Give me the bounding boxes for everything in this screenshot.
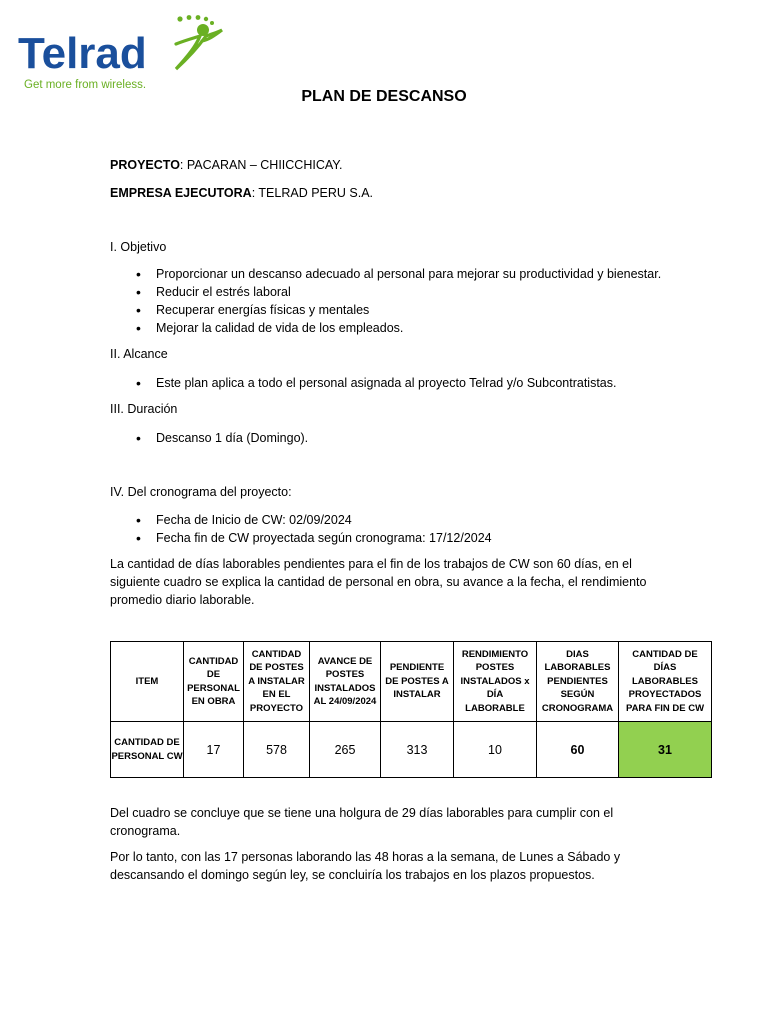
schedule-list [136, 511, 670, 547]
duration-list [136, 429, 670, 447]
document-body [110, 156, 670, 609]
logo-figure-icon [176, 15, 222, 69]
table-cell-item: CANTIDAD DE PERSONAL CW [111, 722, 184, 778]
table-header-cell: CANTIDAD DE DÍAS LABORABLES PROYECTADOS PARA FIN DE CW [619, 642, 712, 722]
table-cell: 265 [310, 722, 381, 778]
logo-tagline: Get more from wireless. [24, 79, 147, 91]
objective-list [136, 265, 670, 337]
list-item: • Fecha de Inicio de CW: 02/09/2024 [136, 511, 670, 529]
table-header-cell: CANTIDAD DE PERSONAL EN OBRA [184, 642, 244, 722]
scope-heading: II. Alcance [110, 347, 168, 361]
project-line [110, 156, 670, 174]
table-cell-highlight: 31 [619, 722, 712, 778]
telrad-logo [18, 14, 228, 92]
table-cell: 578 [244, 722, 310, 778]
project-label: PROYECTO [110, 158, 180, 172]
logo-text: Telrad [18, 29, 147, 78]
table-cell: 10 [454, 722, 537, 778]
project-value: : PACARAN – CHIICCHICAY. [179, 158, 343, 172]
table-cell: 60 [537, 722, 619, 778]
list-item: • Fecha fin de CW proyectada según cronograma: 17/12/2024 [136, 529, 670, 547]
conclusion-paragraph-2: Por lo tanto, con las 17 personas laborando las 48 horas a la semana, de Lunes a Sábado y descansando el domingo según ley, se concluiría los trabajos en los plazos propuestos. [110, 850, 621, 882]
company-line [110, 184, 670, 202]
duration-heading: III. Duración [110, 402, 178, 416]
table-header-row [111, 642, 712, 722]
objective-heading: I. Objetivo [110, 240, 167, 254]
scope-list [136, 374, 670, 392]
company-label: EMPRESA EJECUTORA [110, 186, 252, 200]
list-item: • Reducir el estrés laboral [136, 283, 670, 301]
table-header-cell: PENDIENTE DE POSTES A INSTALAR [381, 642, 454, 722]
table-header-cell: CANTIDAD DE POSTES A INSTALAR EN EL PROYECTO [244, 642, 310, 722]
table-cell: 313 [381, 722, 454, 778]
table-header-cell: DIAS LABORABLES PENDIENTES SEGÚN CRONOGRAMA [537, 642, 619, 722]
list-item: • Recuperar energías físicas y mentales [136, 301, 670, 319]
company-value: : TELRAD PERU S.A. [251, 186, 374, 200]
table-cell: 17 [184, 722, 244, 778]
table-row [111, 722, 712, 778]
schedule-heading: IV. Del cronograma del proyecto: [110, 485, 292, 499]
list-item: • Mejorar la calidad de vida de los empleados. [136, 319, 670, 337]
schedule-paragraph: La cantidad de días laborables pendientes para el fin de los trabajos de CW son 60 días, en el siguiente cuadro se explica la cantidad de personal en obra, su avance a la fecha, el rendimiento promedio diario laborable. [110, 557, 647, 607]
table-header-cell: RENDIMIENTO POSTES INSTALADOS x DÍA LABORABLE [454, 642, 537, 722]
table-header-cell: ITEM [111, 642, 184, 722]
document-title: PLAN DE DESCANSO [301, 88, 467, 105]
list-item: • Este plan aplica a todo el personal asignada al proyecto Telrad y/o Subcontratistas. [136, 374, 670, 392]
list-item: • Descanso 1 día (Domingo). [136, 429, 670, 447]
table-header-cell: AVANCE DE POSTES INSTALADOS AL 24/09/2024 [310, 642, 381, 722]
personnel-table [110, 641, 712, 778]
list-item: • Proporcionar un descanso adecuado al personal para mejorar su productividad y bienestar. [136, 265, 670, 283]
conclusion-paragraph-1: Del cuadro se concluye que se tiene una holgura de 29 días laborables para cumplir con el cronograma. [110, 806, 614, 838]
